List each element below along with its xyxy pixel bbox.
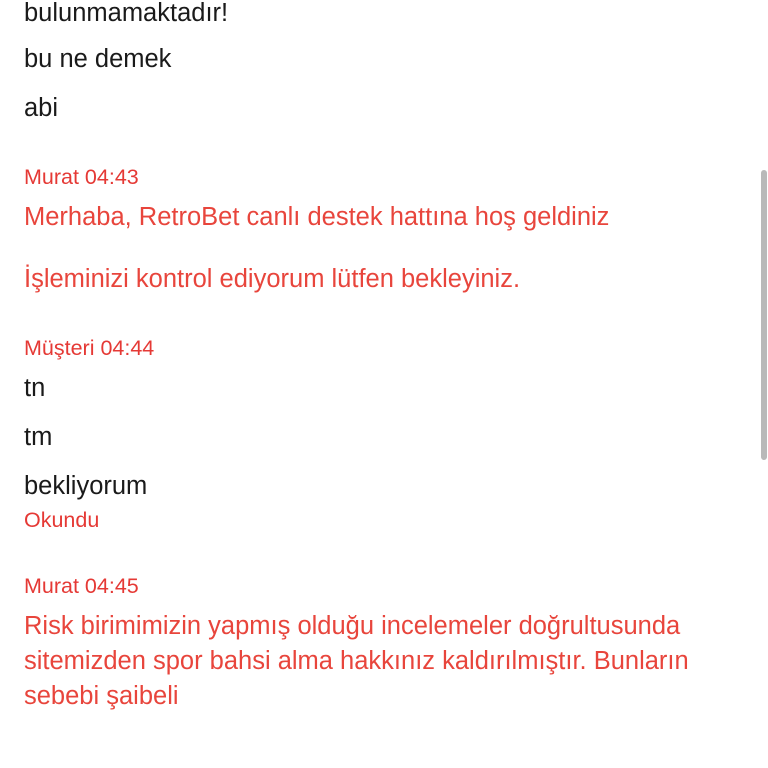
message-author-time: Müşteri 04:44 <box>24 335 155 360</box>
chat-message <box>24 162 744 296</box>
message-line: tm <box>24 423 53 452</box>
clipped-line-wrapper <box>24 0 744 34</box>
status-badge: Okundu <box>24 507 100 532</box>
chat-message <box>24 0 744 126</box>
message-line: İşleminizi kontrol ediyorum lütfen bekleyiniz. <box>24 264 521 293</box>
message-author-time: Murat 04:43 <box>24 165 139 190</box>
message-line: bu ne demek <box>24 45 172 73</box>
chat-message <box>24 571 744 715</box>
message-line: Risk birimimizin yapmış olduğu incelemeler doğrultusunda sitemizden spor bahsi alma hakkınız kaldırılmıştır. Bunların sebebi şaibeli <box>24 611 689 711</box>
message-line: bulunmamaktadır! <box>24 0 229 27</box>
message-author-time: Murat 04:45 <box>24 573 139 598</box>
scrollbar[interactable] <box>760 0 768 768</box>
message-line: tn <box>24 373 46 402</box>
scrollbar-thumb[interactable] <box>761 170 767 460</box>
message-line: Merhaba, RetroBet canlı destek hattına hoş geldiniz <box>24 203 610 232</box>
chat-message <box>24 333 744 535</box>
message-line: abi <box>24 94 59 123</box>
message-line: bekliyorum <box>24 472 148 501</box>
